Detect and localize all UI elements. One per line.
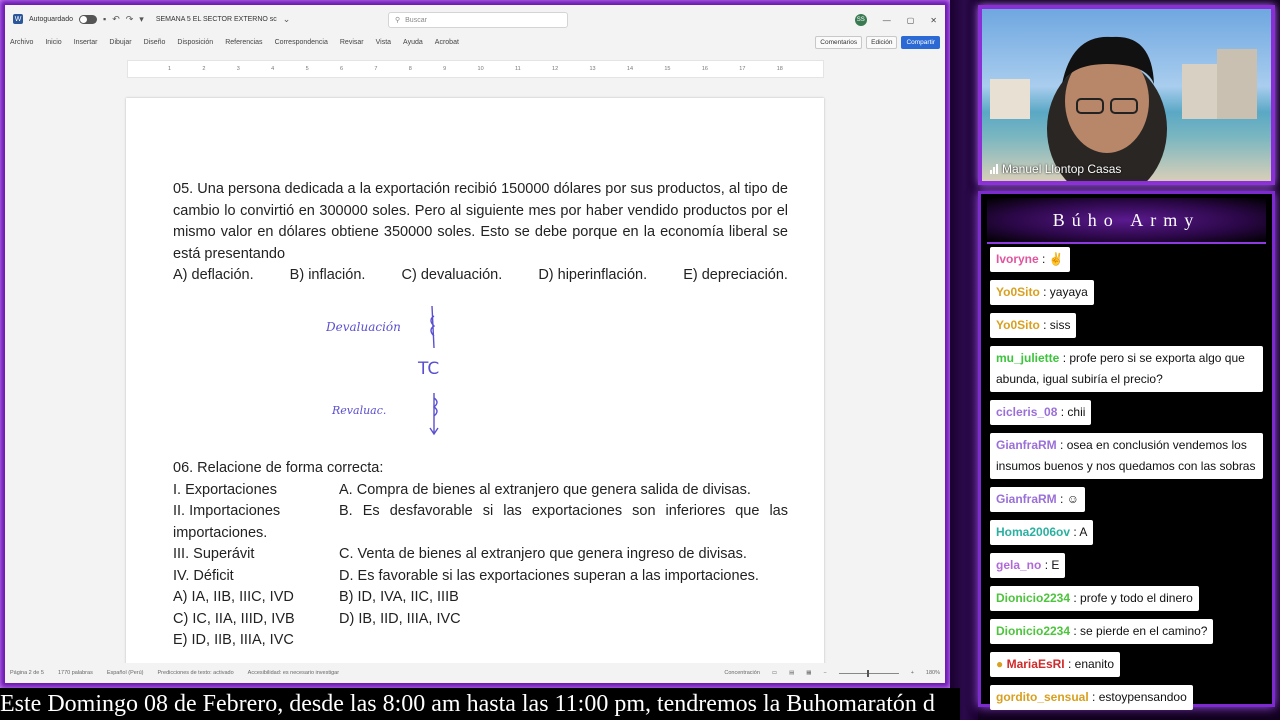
- page-count[interactable]: Página 2 de 5: [10, 670, 44, 676]
- ruler-tick: 3: [236, 66, 240, 72]
- focus-mode[interactable]: Concentración: [724, 670, 760, 676]
- tab-insertar[interactable]: Insertar: [73, 38, 98, 46]
- row-left: II. Importaciones: [173, 503, 281, 519]
- zoom-out-icon[interactable]: −: [823, 670, 827, 676]
- chat-text: ✌: [1048, 252, 1064, 266]
- chat-messages: [981, 244, 1272, 718]
- chat-message: Dionicio2234 : profe y todo el dinero: [990, 586, 1199, 611]
- chat-text: se pierde en el camino?: [1080, 624, 1208, 638]
- ruler-tick: 2: [202, 66, 206, 72]
- tab-dibujar[interactable]: Dibujar: [109, 38, 132, 46]
- down-arrow-brace: [430, 393, 438, 434]
- tab-vista[interactable]: Vista: [375, 38, 392, 46]
- ruler-tick: 9: [443, 66, 447, 72]
- autosave-toggle[interactable]: [79, 15, 97, 24]
- ruler-tick: 17: [739, 66, 746, 72]
- redo-icon[interactable]: ↷: [125, 13, 134, 24]
- chat-text: osea en conclusión vendemos los insumos buenos y nos quedamos con las sobras: [996, 438, 1256, 473]
- ruler-tick: 6: [339, 66, 344, 72]
- window-controls: [855, 14, 937, 26]
- ticker-text: Este Domingo 08 de Febrero, desde las 8:00 am hasta las 11:00 pm, tendremos la Buhomaratón d: [0, 691, 935, 717]
- language[interactable]: Español (Perú): [106, 670, 144, 676]
- editing-button[interactable]: Edición: [866, 36, 897, 49]
- chat-text: siss: [1049, 318, 1071, 332]
- webcam-scene: [982, 9, 1271, 181]
- match-row: [173, 544, 788, 566]
- chat-title: Búho Army: [987, 198, 1266, 244]
- answer-option: B) ID, IVA, IIC, IIIB: [339, 589, 459, 605]
- ruler-tick: 15: [664, 66, 671, 72]
- chat-username[interactable]: GianfraRM: [996, 492, 1057, 506]
- answer-row: [173, 609, 788, 631]
- word-count[interactable]: 1770 palabras: [57, 670, 93, 676]
- building: [1217, 49, 1257, 119]
- ruler-tick: 4: [271, 66, 275, 72]
- participant-name: Manuel Llontop Casas: [1002, 162, 1122, 176]
- ruler-tick: 7: [374, 66, 378, 72]
- chevron-down-icon[interactable]: ⌄: [282, 13, 291, 24]
- ruler-tick: 1: [168, 66, 172, 72]
- webcam-video: [982, 9, 1271, 181]
- chat-username[interactable]: cicleris_08: [996, 405, 1058, 419]
- row-left: IV. Déficit: [173, 567, 234, 584]
- chat-username[interactable]: Dionicio2234: [996, 591, 1071, 605]
- row-right: C. Venta de bienes al extranjero que genera ingreso de divisas.: [339, 546, 747, 562]
- chat-text: enanito: [1074, 657, 1115, 671]
- chat-username[interactable]: mu_juliette: [996, 351, 1060, 365]
- answer-option: D) IB, IID, IIIA, IVC: [339, 610, 461, 627]
- signal-icon: [990, 164, 998, 174]
- chat-panel: [978, 191, 1275, 707]
- chat-username[interactable]: Dionicio2234: [996, 624, 1071, 638]
- text-predictions[interactable]: Predicciones de texto: activado: [157, 670, 234, 676]
- row-left: III. Superávit: [173, 546, 255, 562]
- ruler-tick: 13: [589, 66, 596, 72]
- match-row: [173, 566, 788, 588]
- horizontal-ruler[interactable]: [127, 60, 824, 78]
- tab-correspondencia[interactable]: Correspondencia: [274, 38, 328, 46]
- web-layout-icon[interactable]: ▦: [806, 670, 812, 676]
- chat-emote-icon: ☺: [1066, 492, 1079, 506]
- tab-referencias[interactable]: Referencias: [225, 38, 263, 46]
- minimize-icon[interactable]: —: [882, 15, 891, 25]
- chat-text: profe pero si se exporta algo que abunda, igual subiría el precio?: [996, 351, 1245, 386]
- option: E) depreciación.: [683, 267, 788, 283]
- chat-message: Dionicio2234 : se pierde en el camino?: [990, 619, 1213, 644]
- word-app-icon: W: [14, 15, 22, 23]
- match-row: [173, 523, 788, 545]
- answer-row: [173, 587, 788, 609]
- chat-username[interactable]: Homa2006ov: [996, 525, 1071, 539]
- status-bar: [5, 663, 945, 683]
- handwriting-tc: TC: [418, 359, 440, 379]
- chat-username[interactable]: Ivoryne: [996, 252, 1039, 266]
- chat-text: E: [1051, 558, 1060, 572]
- chat-username[interactable]: gela_no: [996, 558, 1042, 572]
- chat-message: GianfraRM : osea en conclusión vendemos los insumos buenos y nos quedamos con las sobras: [990, 433, 1263, 479]
- handwriting-revaluac: Revaluac.: [332, 404, 387, 417]
- option: B) inflación.: [289, 267, 366, 283]
- option: D) hiperinflación.: [538, 267, 648, 283]
- row-left: importaciones.: [173, 524, 268, 541]
- search-input[interactable]: [388, 12, 568, 28]
- maximize-icon[interactable]: ▢: [906, 15, 915, 25]
- chat-username[interactable]: GianfraRM: [996, 438, 1057, 452]
- read-mode-icon[interactable]: ▭: [771, 670, 778, 676]
- tab-ayuda[interactable]: Ayuda: [403, 38, 423, 46]
- zoom-level[interactable]: 180%: [925, 670, 940, 676]
- participant-label: [990, 162, 1121, 176]
- chat-message: mu_juliette : profe pero si se exporta algo que abunda, igual subiría el precio?: [990, 346, 1263, 392]
- badge-icon: ●: [996, 657, 1004, 671]
- word-window: [5, 5, 945, 683]
- ruler-tick: 5: [305, 66, 309, 72]
- ruler-tick: 14: [626, 66, 634, 72]
- chat-message: GianfraRM : ☺: [990, 487, 1085, 512]
- row-right: B. Es desfavorable si las exportaciones son inferiores que las: [339, 503, 788, 519]
- accessibility-status[interactable]: Accesibilidad: es necesario investigar: [247, 670, 340, 676]
- match-row: [173, 501, 788, 523]
- share-button[interactable]: Compartir: [901, 36, 940, 49]
- document-page[interactable]: [126, 98, 824, 664]
- chat-username[interactable]: gordito_sensual: [996, 690, 1089, 704]
- undo-icon[interactable]: ↶: [112, 13, 120, 24]
- avatar[interactable]: SS: [855, 14, 867, 26]
- question-5: [173, 179, 788, 287]
- customize-toolbar-icon[interactable]: ▾: [139, 13, 144, 24]
- answer-option: C) IC, IIA, IIID, IVB: [173, 610, 295, 627]
- ruler-tick: 18: [776, 66, 783, 72]
- print-layout-icon[interactable]: ▤: [789, 670, 795, 676]
- news-ticker: [0, 688, 960, 720]
- row-right: A. Compra de bienes al extranjero que genera salida de divisas.: [339, 481, 751, 498]
- tab-acrobat[interactable]: Acrobat: [434, 38, 459, 46]
- chat-username[interactable]: Yo0Sito: [996, 318, 1040, 332]
- chat-message: gordito_sensual : estoypensandoo: [990, 685, 1193, 710]
- chat-text: yayaya: [1049, 285, 1088, 299]
- webcam-frame: [978, 5, 1275, 185]
- chat-text: profe y todo el dinero: [1080, 591, 1193, 605]
- comments-button[interactable]: Comentarios: [815, 36, 862, 49]
- chat-text: estoypensandoo: [1098, 690, 1187, 704]
- chat-text: A: [1079, 525, 1088, 539]
- ribbon-tabs: [5, 33, 945, 51]
- ruler-tick: 12: [552, 66, 559, 72]
- answer-option: A) IA, IIB, IIIC, IVD: [173, 589, 294, 605]
- chat-message: Homa2006ov : A: [990, 520, 1093, 545]
- chat-message: ● MariaEsRI : enanito: [990, 652, 1120, 677]
- tab-archivo[interactable]: Archivo: [10, 38, 34, 46]
- row-left: I. Exportaciones: [173, 481, 277, 498]
- chat-message: Yo0Sito : siss: [990, 313, 1076, 338]
- zoom-in-icon[interactable]: +: [910, 670, 914, 676]
- chat-username[interactable]: MariaEsRI: [1006, 657, 1065, 671]
- search-icon: ⚲: [395, 17, 401, 24]
- tab-inicio[interactable]: Inicio: [45, 38, 62, 46]
- ruler-tick: 16: [701, 66, 708, 72]
- question-6: [173, 458, 788, 652]
- chat-message: gela_no : E: [990, 553, 1065, 578]
- row-right: D. Es favorable si las exportaciones superan a las importaciones.: [339, 567, 759, 584]
- autosave-label: Autoguardado: [29, 15, 73, 23]
- divider: [950, 0, 978, 720]
- answer-row: [173, 630, 788, 652]
- chat-username[interactable]: Yo0Sito: [996, 285, 1040, 299]
- handwriting-devaluacion: Devaluación: [326, 320, 401, 334]
- chat-message: cicleris_08 : chii: [990, 400, 1091, 425]
- match-row: [173, 480, 788, 502]
- chat-message: Ivoryne : ✌: [990, 247, 1070, 272]
- question-6-title: 06. Relacione de forma correcta:: [173, 460, 384, 476]
- tab-diseno[interactable]: Diseño: [143, 38, 166, 46]
- handwritten-annotation: [326, 298, 466, 438]
- ruler-tick: 11: [514, 66, 521, 72]
- question-5-text: 05. Una persona dedicada a la exportación recibió 150000 dólares por sus productos, al tipo de cambio lo convirtió en 300000 soles. Pero al siguiente mes por haber vendido productos por el mismo valor en dólares obtiene 350000 soles. Esto se debe porque en la economía liberal se está presentando: [173, 181, 788, 262]
- option: A) deflación.: [173, 267, 254, 283]
- option: C) devaluación.: [401, 267, 503, 283]
- tab-revisar[interactable]: Revisar: [339, 38, 364, 46]
- save-icon[interactable]: ▪: [102, 14, 107, 24]
- close-icon[interactable]: ✕: [930, 15, 937, 25]
- ruler-tick: 10: [477, 66, 484, 72]
- chat-message: Yo0Sito : yayaya: [990, 280, 1094, 305]
- document-title[interactable]: SEMANA 5 EL SECTOR EXTERNO sc: [155, 15, 277, 23]
- zoom-slider[interactable]: [839, 673, 899, 674]
- ruler-tick: 8: [408, 66, 412, 72]
- search-placeholder: Buscar: [405, 16, 427, 24]
- building: [990, 79, 1030, 119]
- answer-option: E) ID, IIB, IIIA, IVC: [173, 632, 294, 648]
- up-arrow-brace: [431, 306, 434, 348]
- chat-text: chii: [1067, 405, 1086, 419]
- question-5-options: [173, 265, 788, 287]
- tab-disposicion[interactable]: Disposición: [177, 38, 214, 46]
